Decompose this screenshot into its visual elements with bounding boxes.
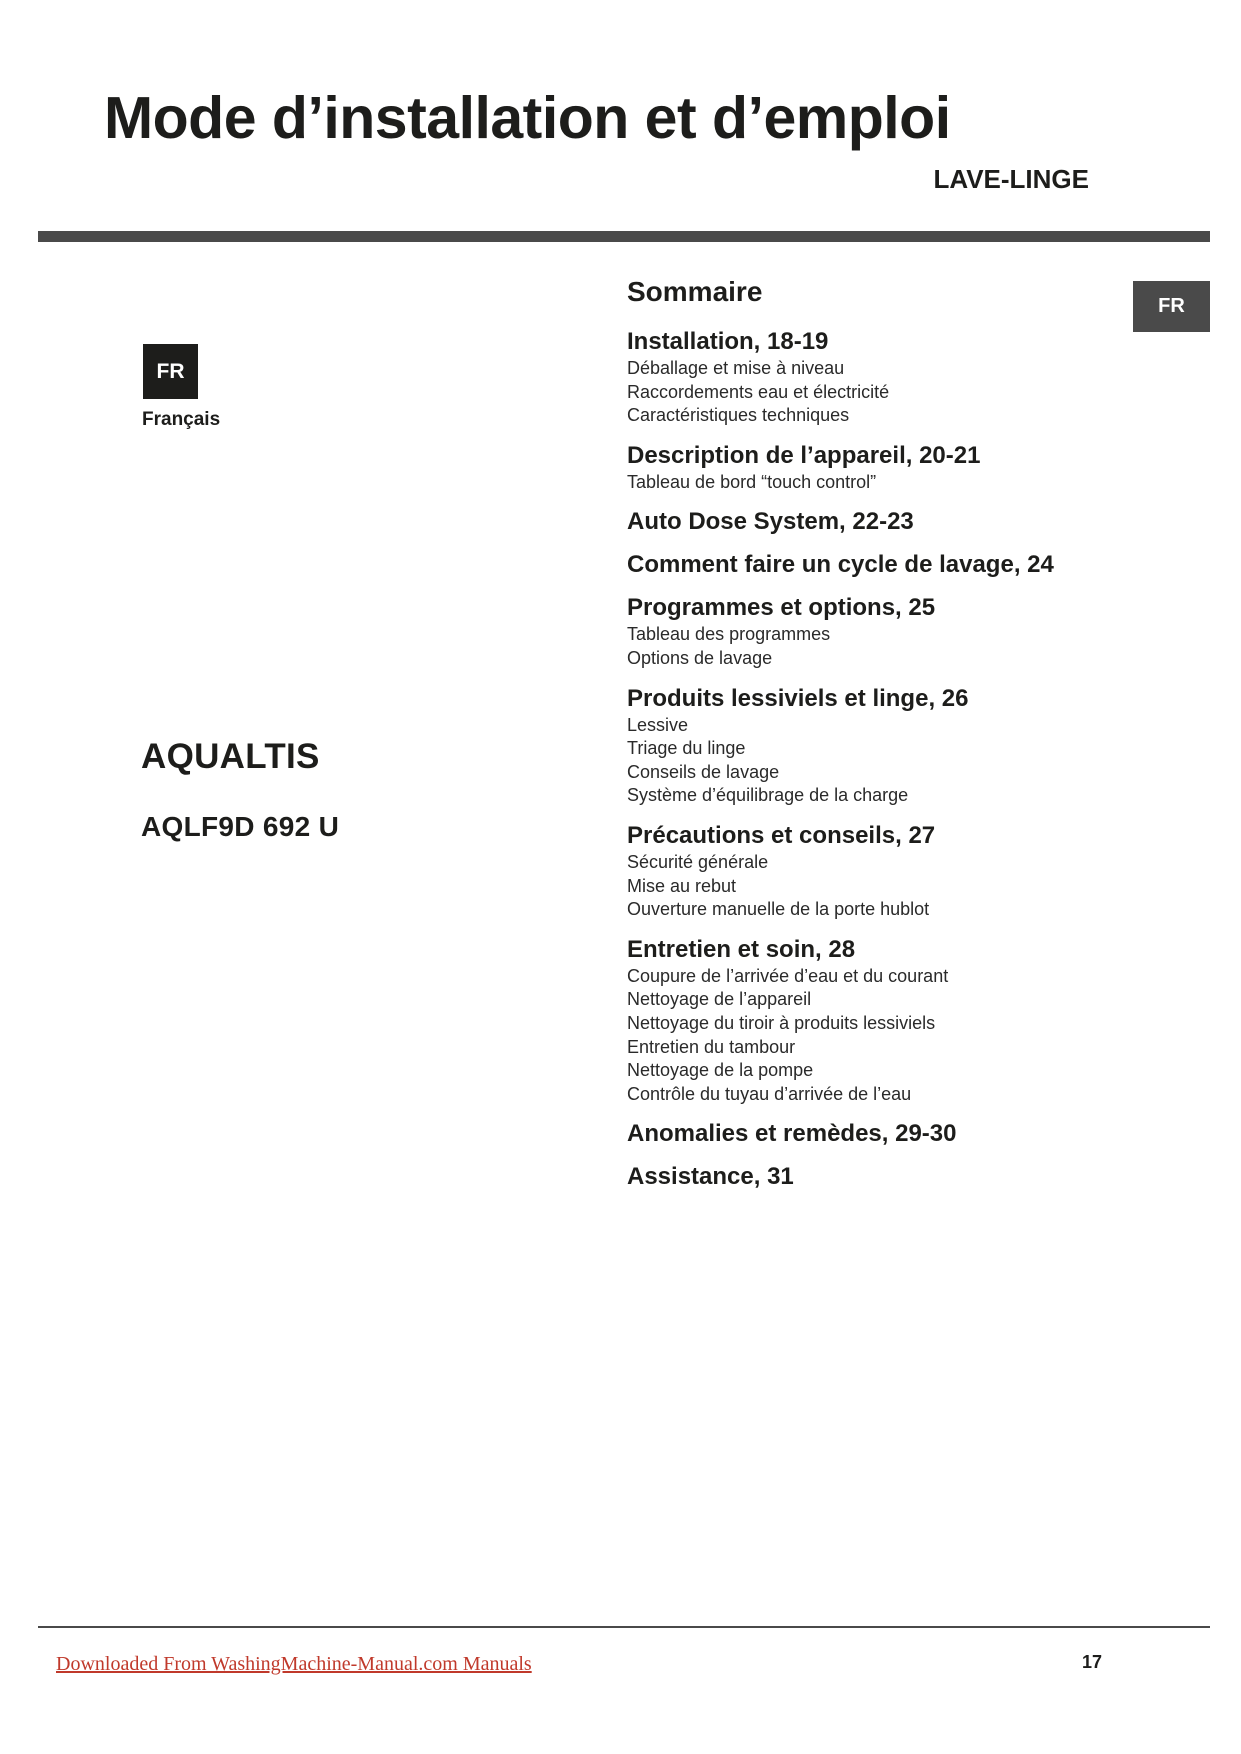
toc-subitem: Tableau de bord “touch control” <box>627 471 877 492</box>
toc-sections <box>627 327 1187 1192</box>
toc-section-title: Comment faire un cycle de lavage, 24 <box>627 551 1054 579</box>
toc-subitem: Mise au rebut <box>627 875 737 896</box>
toc-section <box>627 935 1187 1107</box>
toc-subitem: Ouverture manuelle de la porte hublot <box>627 899 930 920</box>
toc-subitem: Nettoyage du tiroir à produits lessiviels <box>627 1012 936 1033</box>
toc-section-title: Entretien et soin, 28 <box>627 935 856 963</box>
toc-section <box>627 684 1187 808</box>
toc-section-title: Programmes et options, 25 <box>627 594 936 622</box>
toc-subitem: Options de lavage <box>627 647 773 668</box>
toc-section <box>627 1119 1187 1149</box>
header-divider <box>38 231 1210 242</box>
product-model: AQLF9D 692 U <box>141 811 340 842</box>
toc-subitem: Caractéristiques techniques <box>627 405 850 426</box>
toc-subitem: Entretien du tambour <box>627 1036 796 1057</box>
toc-subitem: Contrôle du tuyau d’arrivée de l’eau <box>627 1083 912 1104</box>
toc-subitem: Système d’équilibrage de la charge <box>627 785 909 806</box>
toc-section <box>627 507 1187 537</box>
table-of-contents <box>627 274 1187 1205</box>
toc-section-title: Anomalies et remèdes, 29-30 <box>627 1120 957 1148</box>
toc-subitem: Triage du linge <box>627 738 746 759</box>
toc-section <box>627 1162 1187 1192</box>
toc-subitem: Tableau des programmes <box>627 624 831 645</box>
toc-section <box>627 821 1187 922</box>
footer-divider <box>38 1626 1210 1628</box>
toc-subitem: Lessive <box>627 714 689 735</box>
download-source-link[interactable]: Downloaded From WashingMachine-Manual.com Manuals <box>56 1653 532 1675</box>
toc-section <box>627 593 1187 670</box>
product-brand: AQUALTIS <box>141 737 320 776</box>
toc-section <box>627 327 1187 428</box>
toc-heading: Sommaire <box>627 276 763 307</box>
page-number: 17 <box>1082 1652 1103 1672</box>
toc-subitem: Déballage et mise à niveau <box>627 358 845 378</box>
toc-subitem: Conseils de lavage <box>627 761 780 782</box>
language-tab: FR <box>1133 281 1210 332</box>
page-title: Mode d’installation et d’emploi <box>104 85 951 151</box>
toc-section-title: Auto Dose System, 22-23 <box>627 508 914 536</box>
toc-section-title: Installation, 18-19 <box>627 328 829 355</box>
language-badge: FR <box>143 344 198 399</box>
toc-section-title: Assistance, 31 <box>627 1163 794 1191</box>
toc-section-title: Description de l’appareil, 20-21 <box>627 441 981 469</box>
language-label: Français <box>142 409 221 430</box>
toc-section <box>627 441 1187 495</box>
toc-section-title: Produits lessiviels et linge, 26 <box>627 684 969 712</box>
toc-subitem: Nettoyage de l’appareil <box>627 989 812 1010</box>
toc-subitem: Nettoyage de la pompe <box>627 1060 814 1081</box>
toc-subitem: Raccordements eau et électricité <box>627 381 890 402</box>
toc-section-title: Précautions et conseils, 27 <box>627 821 936 849</box>
toc-subitem: Sécurité générale <box>627 851 769 872</box>
product-category: LAVE-LINGE <box>933 164 1089 194</box>
toc-subitem: Coupure de l’arrivée d’eau et du courant <box>627 965 949 986</box>
toc-section <box>627 550 1187 580</box>
